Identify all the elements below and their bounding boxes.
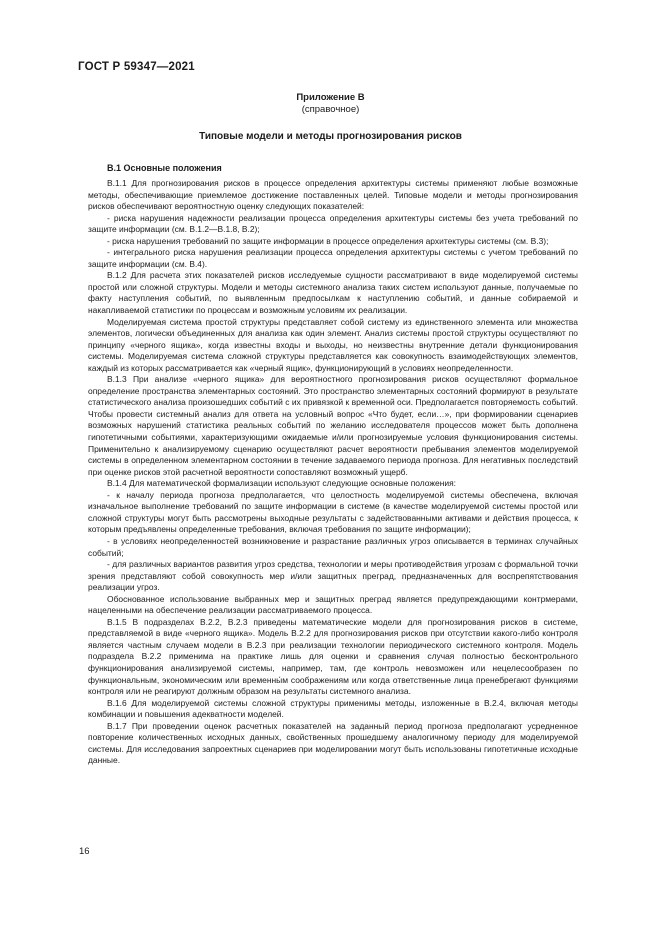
list-item: - к началу периода прогноза предполагается, что целостность моделируемой системы обеспечена, включая изначальное выполнение требований по защите информации в системе (в качестве моделируемой системы простой или сложной структуры могут быть рассмотрены выходные результаты с задействованными активами и действия процесса, к которым предъявлены определенные требования, включая требования по защите информации);: [88, 489, 578, 535]
list-item: - риска нарушения требований по защите информации в процессе определения архитектуры системы (см. В.3);: [107, 235, 549, 246]
main-title: Типовые модели и методы прогнозирования рисков: [199, 131, 462, 142]
appendix-subtitle: (справочное): [301, 104, 360, 115]
appendix-title: Приложение В: [296, 92, 365, 103]
document-code: ГОСТ Р 59347—2021: [78, 61, 195, 73]
paragraph: В.1.3 При анализе «черного ящика» для вероятностного прогнозирования рисков осуществляют формальное определение пространства элементарных состояний. Это пространство элементарных состояний формируют в результате статистического анализа произошедших событий с их привязкой к временной оси. Предполагается повторяемость событий. Чтобы провести системный анализ для ответа на условный вопрос «Что будет, если…», при формировании сценариев возможных нарушений статистика реальных событий по желанию исследователя процессов может быть дополнена гипотетичными событиями, характеризующими ожидаемые и/или прогнозируемые условия функционирования системы. Применительно к анализируемому сценарию осуществляют расчет вероятности пребывания элементов моделируемой системы в определенном элементарном состоянии в течение задаваемого периода прогноза. Для негативных последствий при оценке рисков этой расчетной вероятности сопоставляют возможный ущерб.: [88, 374, 578, 477]
list-item: - для различных вариантов развития угроз средства, технологии и меры противодействия угрозам с формальной точки зрения представляют собой совокупность мер и/или защитных преград, предназначенных для воспрепятствования реализации угроз.: [88, 559, 578, 593]
body-text: [88, 178, 578, 838]
paragraph: Обоснованное использование выбранных мер и защитных преград является предупреждающими контрмерами, нацеленными на обеспечение реализации рассматриваемого процесса.: [88, 593, 578, 616]
paragraph: В.1.1 Для прогнозирования рисков в процессе определения архитектуры системы применяют любые возможные методы, обеспечивающие приемлемое достижение поставленных целей. Типовые модели и методы прогнозирования рисков обеспечивают вероятностную оценку следующих показателей:: [88, 178, 578, 212]
paragraph: В.1.6 Для моделируемой системы сложной структуры применимы методы, изложенные в В.2.4, включая методы комбинации и повышения адекватности моделей.: [88, 697, 578, 720]
section-heading: В.1 Основные положения: [107, 163, 222, 173]
paragraph: Моделируемая система простой структуры представляет собой систему из единственного элемента или множества элементов, логически объединенных для анализа как один элемент. Анализ системы простой структуры осуществляют по принципу «черного ящика», когда известны входы и выходы, но неизвестны внутренние детали функционирования системы. Моделируемая система сложной структуры представляется как совокупность взаимодействующих элементов, каждый из которых рассматривается как «черный ящик», функционирующий в условиях неопределенности.: [88, 316, 578, 373]
paragraph: В.1.5 В подразделах В.2.2, В.2.3 приведены математические модели для прогнозирования рисков в системе, представляемой в виде «черного ящика». Модель В.2.2 для прогнозирования рисков при отсутствии какого-либо контроля является частным случаем модели в В.2.3 при реализации технологии периодического системного контроля. Модель подраздела В.2.2 применима на практике лишь для оценки и сравнения случая полностью бесконтрольного функционирования анализируемой системы, например, там, где контроль невозможен или нецелесообразен по функциональным, экономическим или временны́м соображениям или когда ответственные лица пренебрегают функциями контроля или не реагируют должным образом на результаты системного анализа.: [88, 616, 578, 697]
list-item: - риска нарушения надежности реализации процесса определения архитектуры системы без учета требований по защите информации (см. В.1.2—В.1.8, В.2);: [88, 212, 578, 235]
paragraph: В.1.4 Для математической формализации используют следующие основные положения:: [107, 478, 457, 489]
page-number: 16: [79, 846, 90, 857]
paragraph: В.1.2 Для расчета этих показателей рисков исследуемые сущности рассматривают в виде моделируемой системы простой или сложной структуры. Модели и методы системного анализа таких систем используют данные, получаемые по факту наступления событий, по выявленным предпосылкам к наступлению событий, и данные собираемой и накапливаемой статистики по процессам и возможным условиям их реализации.: [88, 270, 578, 316]
list-item: - интегрального риска нарушения реализации процесса определения архитектуры системы с учетом требований по защите информации (см. В.4).: [88, 247, 578, 269]
paragraph: В.1.7 При проведении оценок расчетных показателей на заданный период прогноза предполагают усредненное повторение количественных исходных данных, свойственных прошедшему аналогичному периоду для моделируемой системы. Для исследования запроектных сценариев при моделировании могут быть использованы гипотетичные исходные данные.: [88, 720, 578, 766]
list-item: - в условиях неопределенностей возникновение и разрастание различных угроз описывается в терминах случайных событий;: [88, 535, 578, 558]
